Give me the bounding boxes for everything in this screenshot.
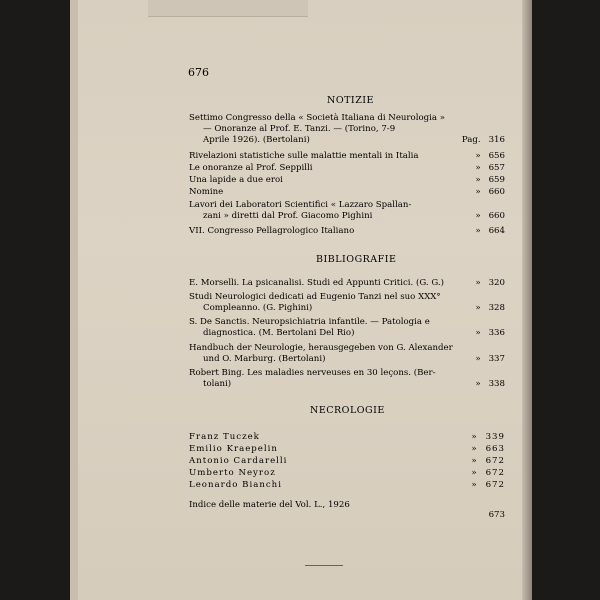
list-item	[189, 480, 505, 491]
entry-text: Compleanno. (G. Pighini)	[203, 303, 313, 314]
ref-page: 336	[488, 328, 505, 339]
list-item	[189, 444, 505, 455]
index-label: Indice delle materie del Vol. L., 1926	[189, 500, 350, 510]
entry-text: Antonio Cardarelli	[189, 456, 288, 466]
page-ref	[471, 456, 505, 467]
page-ref	[475, 303, 505, 314]
ref-page: 672	[485, 480, 505, 490]
ref-mark: »	[475, 187, 481, 197]
page-ref	[475, 278, 505, 289]
entry-text: Una lapide a due eroi	[189, 175, 283, 185]
ref-mark: »	[475, 211, 481, 222]
section-heading-notizie: NOTIZIE	[327, 95, 374, 106]
entry-text: Franz Tuczek	[189, 432, 260, 442]
page-ref	[462, 135, 505, 146]
list-item	[189, 226, 505, 237]
list-item	[189, 343, 505, 365]
entry-text: Umberto Neyroz	[189, 468, 276, 478]
ref-mark: »	[471, 456, 478, 466]
page-ref	[475, 379, 505, 390]
page-ref	[475, 226, 505, 237]
page-ref	[475, 328, 505, 339]
entry-text: Studi Neurologici dedicati ad Eugenio Tanzi nel suo XXX°	[189, 292, 441, 302]
list-item	[189, 432, 505, 443]
page-ref	[489, 510, 505, 521]
ref-mark: »	[475, 328, 481, 339]
ref-mark: »	[475, 151, 481, 161]
list-item	[189, 163, 505, 174]
entry-text: und O. Marburg. (Bertolani)	[203, 354, 326, 365]
entry-text: tolani)	[203, 379, 232, 390]
ref-page: 673	[488, 510, 505, 520]
closing-rule	[305, 565, 343, 566]
entry-text: Robert Bing. Les maladies nerveuses en 30 leçons. (Ber-	[189, 368, 436, 378]
section-heading-necrologie: NECROLOGIE	[310, 405, 385, 416]
entry-text: Rivelazioni statistiche sulle malattie mentali in Italia	[189, 151, 419, 161]
ref-mark: »	[475, 226, 481, 236]
ref-mark: »	[475, 303, 481, 314]
ref-page: 663	[485, 444, 505, 454]
page-ref	[471, 480, 505, 491]
ref-mark: Pag.	[461, 135, 481, 146]
ref-mark: »	[475, 379, 481, 390]
entry-text: — Onoranze al Prof. E. Tanzi. — (Torino, 7-9	[203, 124, 396, 135]
page-right-edge	[522, 0, 532, 600]
index-entry	[189, 500, 505, 520]
entry-text: Lavori dei Laboratori Scientifici « Lazzaro Spallan-	[189, 200, 412, 210]
ref-mark: »	[471, 468, 478, 478]
ref-page: 672	[485, 456, 505, 466]
torn-paper-edge	[148, 0, 308, 17]
page-ref	[471, 432, 505, 443]
ref-mark: »	[471, 444, 478, 454]
list-item	[189, 187, 505, 198]
list-item	[189, 175, 505, 186]
entry-text: zani » diretti dal Prof. Giacomo Pighini	[203, 211, 373, 222]
page-left-edge	[70, 0, 78, 600]
ref-mark: »	[475, 175, 481, 185]
ref-mark: »	[471, 480, 478, 490]
entry-text: Handbuch der Neurologie, herausgegeben von G. Alexander	[189, 343, 453, 353]
page-ref	[475, 187, 505, 198]
ref-page: 339	[485, 432, 505, 442]
entry-text: Settimo Congresso della « Società Italiana di Neurologia »	[189, 113, 446, 123]
ref-page: 672	[485, 468, 505, 478]
list-item	[189, 456, 505, 467]
ref-page: 660	[488, 187, 505, 197]
ref-mark: »	[471, 432, 478, 442]
entry-text: S. De Sanctis. Neuropsichiatria infantile. — Patologia e	[189, 317, 430, 327]
entry-text: Le onoranze al Prof. Seppilli	[189, 163, 313, 173]
page-number: 676	[188, 66, 209, 79]
ref-mark: »	[475, 163, 481, 173]
list-item	[189, 368, 505, 390]
page-ref	[475, 354, 505, 365]
page-ref	[471, 444, 505, 455]
ref-page: 664	[488, 226, 505, 236]
list-item	[189, 317, 505, 339]
ref-page: 657	[488, 163, 505, 173]
ref-mark: »	[475, 354, 481, 365]
entry-text: diagnostica. (M. Bertolani Del Rio)	[203, 328, 355, 339]
section-heading-bibliografie: BIBLIOGRAFIE	[316, 254, 397, 265]
page-ref	[475, 151, 505, 162]
page-ref	[475, 163, 505, 174]
list-item	[189, 200, 505, 222]
page-ref	[475, 211, 505, 222]
entry-text: VII. Congresso Pellagrologico Italiano	[189, 226, 355, 236]
list-item	[189, 113, 505, 147]
page-ref	[475, 175, 505, 186]
entry-text: Aprile 1926). (Bertolani)	[203, 135, 310, 146]
ref-mark: »	[475, 278, 481, 288]
ref-page: 660	[488, 211, 505, 222]
list-item	[189, 292, 505, 314]
entry-text: Leonardo Bianchi	[189, 480, 282, 490]
entry-text: E. Morselli. La psicanalisi. Studi ed Appunti Critici. (G. G.)	[189, 278, 445, 288]
ref-page: 320	[488, 278, 505, 288]
ref-page: 316	[488, 135, 505, 146]
ref-page: 328	[488, 303, 505, 314]
entry-text: Nomine	[189, 187, 224, 197]
list-item	[189, 278, 505, 289]
entry-text: Emilio Kraepelin	[189, 444, 278, 454]
ref-page: 338	[488, 379, 505, 390]
ref-page: 659	[488, 175, 505, 185]
ref-page: 337	[488, 354, 505, 365]
ref-page: 656	[488, 151, 505, 161]
list-item	[189, 468, 505, 479]
page-ref	[471, 468, 505, 479]
list-item	[189, 151, 505, 162]
